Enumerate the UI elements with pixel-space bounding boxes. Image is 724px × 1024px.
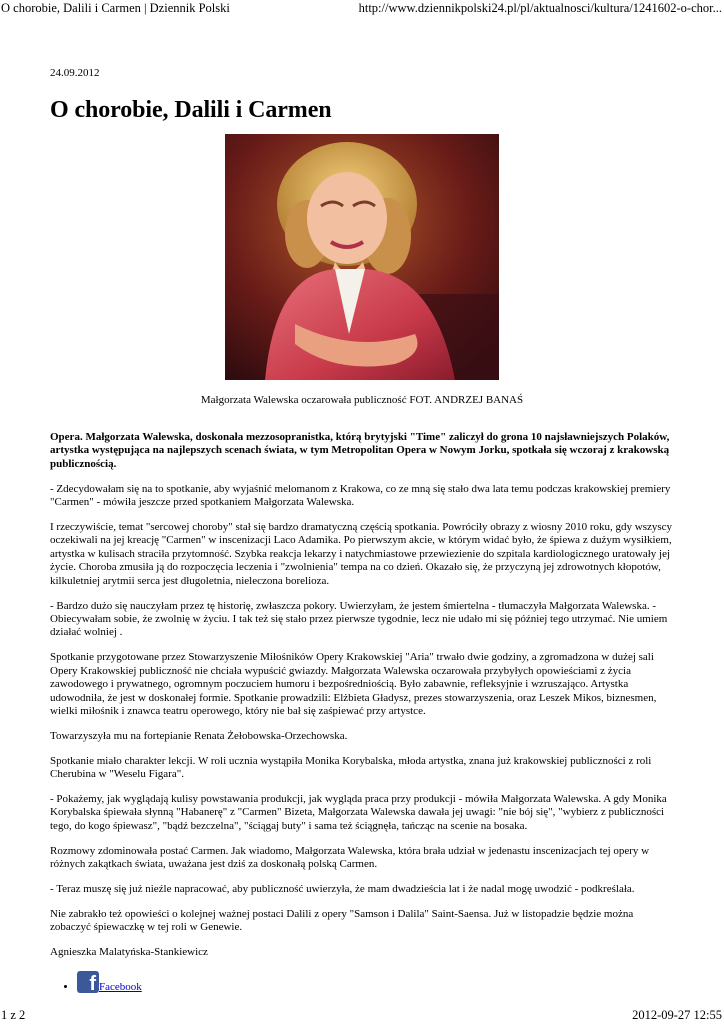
article-paragraph: Nie zabrakło też opowieści o kolejnej ważnej postaci Dalili z opery "Samson i Dalila" Saint-Saensa. Już w listopadzie będzie można zobaczyć śpiewaczkę w tej roli w Genewie. — [50, 907, 634, 934]
article-date: 24.09.2012 — [50, 67, 100, 79]
article-paragraph: I rzeczywiście, temat "sercowej choroby" stał się bardzo dramatyczną częścią spotkania. Powróciły obrazy z wiosny 2010 roku, gdy wszyscy oczekiwali na jej kreację "Carmen" w inscenizacji Laco Adamika. Po pierwszym akcie, w którym widać było, że śpiewa z dużym wysiłkiem, artystka w kulisach straciła przytomność. Szybka reakcja lekarzy i natychmiastowe przewiezienie do szpitala kardiologicznego uratowały jej życie. Choroba zmusiła ją do rozpoczęcia leczenia i "zwolnienia" tempa na co dzień. Okazało się, że przyczyną jej zdrowotnych kłopotów, kilkuletniej arytmii serca jest długoletnia, nieleczona borelioza. — [50, 521, 673, 587]
share-list — [50, 971, 674, 998]
print-footer-page: 1 z 2 — [1, 1008, 26, 1022]
facebook-icon[interactable]: • f — [77, 971, 99, 993]
photo-caption: Małgorzata Walewska oczarowała publiczność FOT. ANDRZEJ BANAŚ — [200, 394, 524, 406]
facebook-share-link[interactable]: Facebook — [99, 981, 142, 994]
portrait-illustration — [225, 134, 499, 380]
article-paragraph: - Bardzo dużo się nauczyłam przez tę historię, zwłaszcza pokory. Uwierzyłam, że jestem śmiertelna - tłumaczyła Małgorzata Walewska. - Obiecywałam sobie, że zwolnię w życiu. I tak też się stało przez pierwsze tygodnie, lecz nie udało mi się później tego utrzymać. Nie umiem działać wolniej . — [50, 599, 668, 639]
print-header-url: http://www.dziennikpolski24.pl/pl/aktualnosci/kultura/1241602-o-chor... — [358, 1, 722, 15]
article-lead: Opera. Małgorzata Walewska, doskonała mezzosopranistka, którą brytyjski "Time" zaliczył do grona 10 najsławniejszych Polaków, artystka występująca na najlepszych scenach świata, w tym Metropolitan Opera w Nowym Jorku, spotkała się wczoraj z krakowską publicznością. — [50, 431, 670, 470]
article-paragraph: - Pokażemy, jak wyglądają kulisy powstawania produkcji, jak wygląda praca przy produkcji - mówiła Małgorzata Walewska. A gdy Monika Korybalska śpiewała słynną "Habanerę" z "Carmen" Bizeta, Małgorzata Walewska dawała jej uwagi: "nie bój się", "wybierz z publiczności tego, do kogo śpiewasz", "bądź bezczelna", "ściągaj buty" i sama też ściągnęła, tańcząc na scenie na bosaka. — [50, 793, 667, 832]
article-photo — [225, 134, 499, 380]
share-item-facebook — [77, 971, 674, 998]
article-paragraph: Towarzyszyła mu na fortepianie Renata Żełobowska-Orzechowska. — [50, 729, 348, 742]
article-author: Agnieszka Malatyńska-Stankiewicz — [50, 946, 208, 959]
article-paragraph: - Teraz muszę się już nieźle napracować, aby publiczność uwierzyła, że mam dwadzieścia lat i że nadal mogę uwodzić - podkreślała. — [50, 883, 635, 896]
article-paragraph: Rozmowy zdominowała postać Carmen. Jak wiadomo, Małgorzata Walewska, która brała udział w jedenastu inscenizacjach tej opery w różnych zakątkach świata, uważana jest dziś za doskonałą polską Carmen. — [50, 844, 650, 871]
article-title: O chorobie, Dalili i Carmen — [50, 97, 332, 123]
article-paragraph: - Zdecydowałam się na to spotkanie, aby wyjaśnić melomanom z Krakowa, co ze mną się stało dwa lata temu podczas krakowskiej premiery "Carmen" - mówiła jeszcze przed spotkaniem Małgorzata Walewska. — [50, 482, 671, 509]
print-header-title: O chorobie, Dalili i Carmen | Dziennik Polski — [1, 1, 230, 15]
article-paragraph: Spotkanie miało charakter lekcji. W roli ucznia wystąpiła Monika Korybalska, młoda artystka, znana już krakowskiej publiczności z roli Cherubina w "Weselu Figara". — [50, 754, 652, 781]
article — [50, 66, 674, 996]
print-footer-timestamp: 2012-09-27 12:55 — [632, 1008, 722, 1022]
article-body — [50, 431, 674, 998]
article-paragraph: Spotkanie przygotowane przez Stowarzyszenie Miłośników Opery Krakowskiej "Aria" trwało dwie godziny, a zgromadzona w dużej sali Opery Krakowskiej publiczność nie chciała wypuścić gwiazdy. Małgorzata Walewska oczarowała przybyłych opowieściami z życia zawodowego i prywatnego, ogromnym poczuciem humoru i bezpośredniością. Było zabawnie, refleksyjnie i wzruszająco. Artystka udowodniła, że jest w doskonałej formie. Spotkanie prowadzili: Elżbieta Gładysz, prezes stowarzyszenia, oraz Leszek Mikos, biznesmen, wielki miłośnik i znawca teatru operowego, który nie bał się zaśpiewać przy artystce. — [50, 651, 657, 717]
